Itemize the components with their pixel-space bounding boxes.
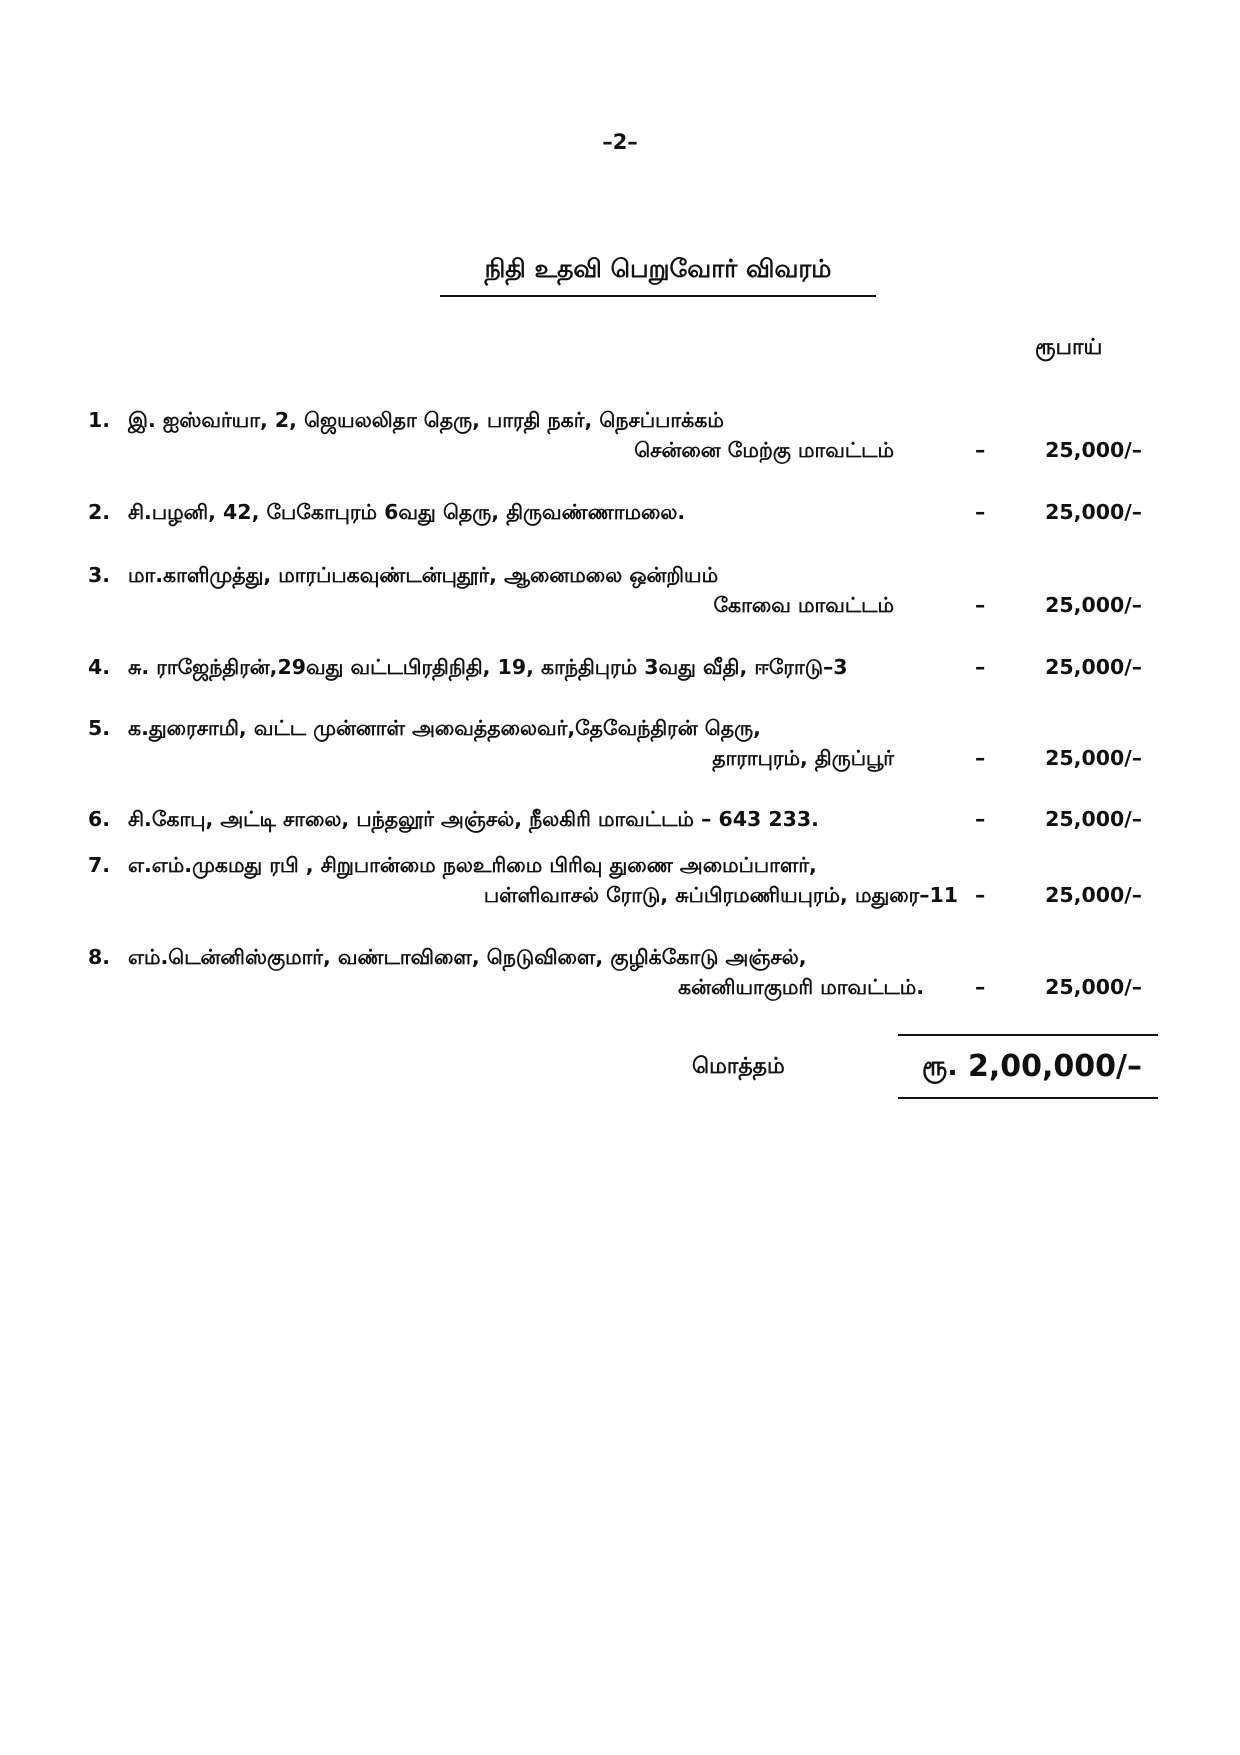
row-amount: 25,000/– <box>1045 500 1142 524</box>
beneficiary-row <box>0 563 1240 623</box>
beneficiary-row <box>0 807 1240 837</box>
row-name-address: சு. ராஜேந்திரன்,29வது வட்டபிரதிநிதி, 19, காந்திபுரம் 3வது வீதி, ஈரோடு–3 <box>128 655 848 679</box>
row-district: கோவை மாவட்டம் <box>713 593 894 617</box>
row-name-address: சி.பழனி, 42, பேகோபுரம் 6வது தெரு, திருவண்ணாமலை. <box>128 500 686 524</box>
row-name-address: எம்.டென்னிஸ்குமார், வண்டாவிளை, நெடுவிளை, குழிக்கோடு அஞ்சல், <box>128 945 807 969</box>
row-name-address: சி.கோபு, அட்டி சாலை, பந்தலூர் அஞ்சல், நீலகிரி மாவட்டம் – 643 233. <box>128 807 819 831</box>
row-district: பள்ளிவாசல் ரோடு, சுப்பிரமணியபுரம், மதுரை–11 <box>483 883 958 907</box>
row-district: கன்னியாகுமரி மாவட்டம். <box>677 975 924 999</box>
row-dash: – <box>975 500 986 524</box>
row-number: 1. <box>88 408 111 432</box>
row-number: 5. <box>88 716 111 740</box>
row-amount: 25,000/– <box>1045 593 1142 617</box>
total-label: மொத்தம் <box>692 1054 785 1079</box>
currency-column-header: ரூபாய் <box>1035 335 1103 360</box>
row-number: 2. <box>88 500 111 524</box>
beneficiary-row <box>0 945 1240 1005</box>
row-district: சென்னை மேற்கு மாவட்டம் <box>634 438 894 462</box>
row-district: தாராபுரம், திருப்பூர் <box>712 746 894 770</box>
row-amount: 25,000/– <box>1045 438 1142 462</box>
document-title: நிதி உதவி பெறுவோர் விவரம் <box>440 254 876 297</box>
beneficiary-row <box>0 853 1240 913</box>
row-number: 4. <box>88 655 111 679</box>
row-number: 7. <box>88 853 111 877</box>
row-name-address: இ. ஐஸ்வர்யா, 2, ஜெயலலிதா தெரு, பாரதி நகர், நெசப்பாக்கம் <box>128 408 724 432</box>
beneficiary-row <box>0 408 1240 468</box>
beneficiary-row <box>0 500 1240 530</box>
row-dash: – <box>975 807 986 831</box>
row-dash: – <box>975 655 986 679</box>
row-dash: – <box>975 438 986 462</box>
row-amount: 25,000/– <box>1045 807 1142 831</box>
row-amount: 25,000/– <box>1045 746 1142 770</box>
row-amount: 25,000/– <box>1045 655 1142 679</box>
row-dash: – <box>975 883 986 907</box>
row-name-address: மா.காளிமுத்து, மாரப்பகவுண்டன்புதூர், ஆனைமலை ஒன்றியம் <box>128 563 719 587</box>
row-amount: 25,000/– <box>1045 883 1142 907</box>
beneficiary-row <box>0 655 1240 685</box>
row-number: 3. <box>88 563 111 587</box>
row-dash: – <box>975 746 986 770</box>
total-rule-top <box>898 1034 1158 1036</box>
beneficiary-row <box>0 716 1240 776</box>
row-number: 8. <box>88 945 111 969</box>
page-number: –2– <box>602 130 638 154</box>
row-number: 6. <box>88 807 111 831</box>
row-dash: – <box>975 975 986 999</box>
row-dash: – <box>975 593 986 617</box>
total-currency: ரூ. <box>922 1051 958 1082</box>
total-rule-bottom <box>898 1097 1158 1099</box>
total-amount: 2,00,000/– <box>968 1049 1142 1084</box>
row-name-address: எ.எம்.முகமது ரபி , சிறுபான்மை நலஉரிமை பிரிவு துணை அமைப்பாளர், <box>128 853 817 877</box>
row-name-address: க.துரைசாமி, வட்ட முன்னாள் அவைத்தலைவர்,தேவேந்திரன் தெரு, <box>128 716 761 740</box>
row-amount: 25,000/– <box>1045 975 1142 999</box>
